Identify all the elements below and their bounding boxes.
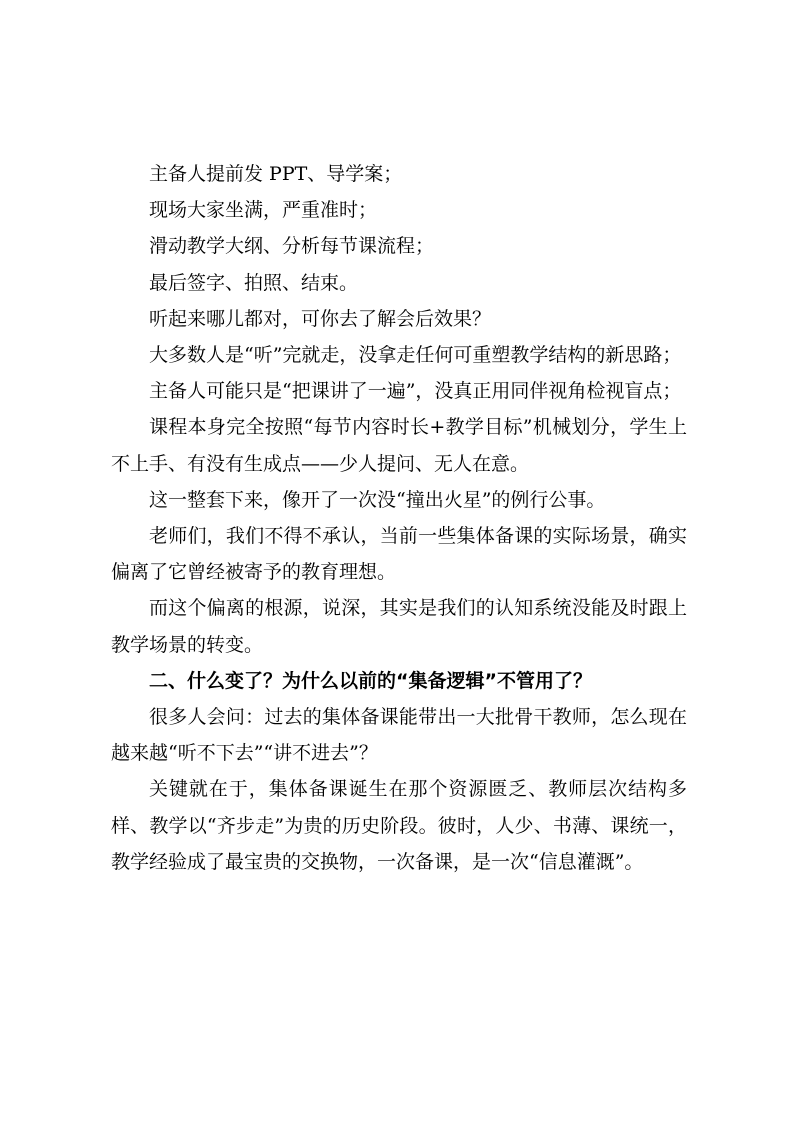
paragraph-11: 而这个偏离的根源，说深，其实是我们的认知系统没能及时跟上教学场景的转变。 — [111, 597, 687, 656]
paragraph-13: 关键就在于，集体备课诞生在那个资源匮乏、教师层次结构多样、教学以“齐步走”为贵的历史阶段。彼时，人少、书薄、课统一，教学经验成了最宝贵的交换物，一次备课，是一次“信息灌溉”。 — [111, 778, 687, 873]
paragraph-5: 听起来哪儿都对，可你去了解会后效果？ — [149, 307, 492, 330]
paragraph-10: 老师们，我们不得不承认，当前一些集体备课的实际场景，确实偏离了它曾经被寄予的教育理想。 — [111, 525, 687, 584]
paragraph-9: 这一整套下来，像开了一次没“撞出火星”的例行公事。 — [149, 488, 606, 511]
paragraph-8: 课程本身完全按照“每节内容时长+教学目标”机械划分，学生上不上手、有没有生成点——少人提问、无人在意。 — [111, 416, 687, 475]
paragraph-7: 主备人可能只是“把课讲了一遍”，没真正用同伴视角检视盲点； — [149, 380, 682, 403]
section-heading: 二、什么变了？为什么以前的“集备逻辑”不管用了？ — [149, 669, 592, 692]
paragraph-4: 最后签字、拍照、结束。 — [149, 271, 359, 294]
paragraph-6: 大多数人是“听”完就走，没拿走任何可重塑教学结构的新思路； — [149, 344, 682, 367]
document-body — [111, 156, 687, 880]
paragraph-3: 滑动教学大纲、分析每节课流程； — [149, 235, 435, 258]
paragraph-2: 现场大家坐满，严重准时； — [149, 199, 378, 222]
paragraph-1: 主备人提前发 PPT、导学案； — [149, 163, 403, 185]
paragraph-12: 很多人会问：过去的集体备课能带出一大批骨干教师，怎么现在越来越“听不下去”“讲不进去”？ — [111, 706, 687, 765]
